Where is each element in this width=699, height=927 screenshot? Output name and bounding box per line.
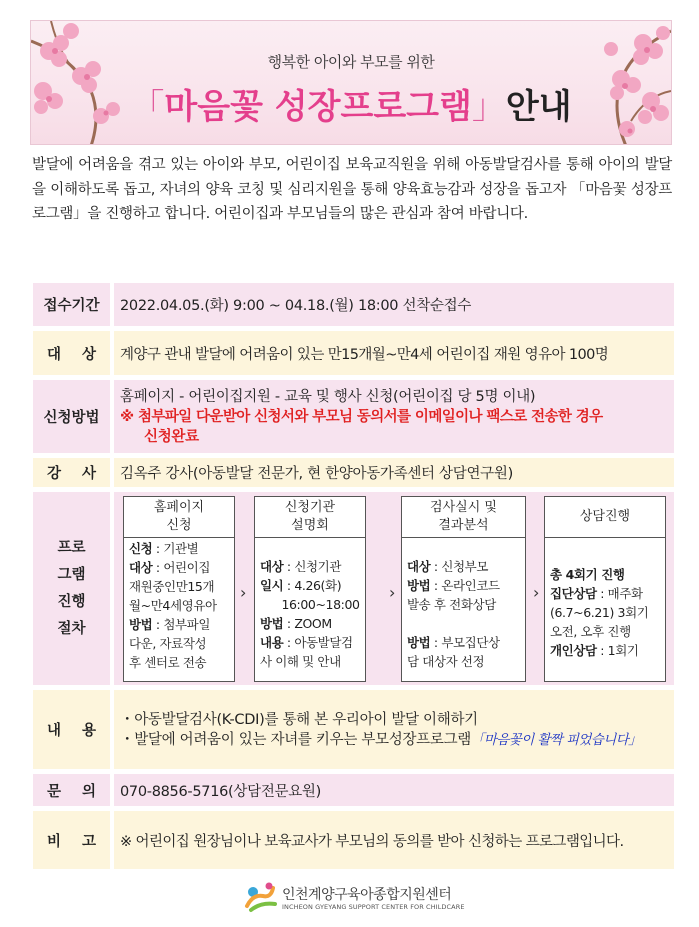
row-label: 내 용 bbox=[33, 690, 110, 769]
flow-step-details: 총 4회기 진행 집단상담 : 매주화 (6.7~6.21) 3회기 오전, 오후 진행 개인상담 : 1회기 bbox=[550, 567, 649, 658]
row-label: 대 상 bbox=[33, 331, 110, 375]
title-tail: 안내 bbox=[505, 87, 572, 127]
content-line-1: ・아동발달검사(K-CDI)를 통해 본 우리아이 발달 이해하기 bbox=[120, 711, 478, 728]
intro-paragraph: 발달에 어려움을 겪고 있는 아이와 부모, 어린이집 보육교직원을 위해 아동발달검사를 통해 아이의 발달을 이해하도록 돕고, 자녀의 양육 코칭 및 심리지원을 통해 양육효능감과 성장을 돕고자 「마음꽃 성장프로그램」을 진행하고 합니다. 어린이집과 부모님들의 많은 관심과 참여 바랍니다. bbox=[32, 157, 672, 222]
row-label: 프로 그램 진행 절차 bbox=[33, 492, 110, 685]
flow-step-details: 신청 : 기관별 대상 : 어린이집 재원중인만15개 월~만4세영유아 방법 : 첨부파일 다운, 자료작성 후 센터로 전송 bbox=[129, 541, 217, 670]
row-label: 신청방법 bbox=[33, 380, 110, 453]
title-main: 마음꽃 성장프로그램 bbox=[164, 87, 472, 127]
row-label: 강 사 bbox=[33, 458, 110, 487]
flow-step-counseling: 상담진행 총 4회기 진행 집단상담 : 매주화 (6.7~6.21) 3회기 오전, 오후 진행 개인상담 : 1회기 bbox=[544, 496, 666, 682]
apply-warning-tail: 신청완료 bbox=[144, 428, 199, 445]
center-logo-icon bbox=[243, 880, 279, 914]
row-value: 계양구 관내 발달에 어려움이 있는 만15개월~만4세 어린이집 재원 영유아 100명 bbox=[114, 331, 674, 375]
apply-warning: ※ 첨부파일 다운받아 신청서와 부모님 동의서를 이메일이나 팩스로 전송한 경우 bbox=[120, 408, 603, 425]
row-value bbox=[114, 380, 674, 453]
chevron-right-icon: › bbox=[240, 583, 247, 602]
row-value bbox=[114, 690, 674, 769]
row-value: 2022.04.05.(화) 9:00 ~ 04.18.(월) 18:00 선착순접수 bbox=[114, 283, 674, 326]
title-close-bracket: 」 bbox=[471, 87, 506, 127]
row-value: ※ 어린이집 원장님이나 보육교사가 부모님의 동의를 받아 신청하는 프로그램입니다. bbox=[114, 811, 674, 869]
row-period bbox=[33, 283, 674, 326]
row-inquiry bbox=[33, 774, 674, 806]
apply-line-1: 홈페이지 - 어린이집지원 - 교육 및 행사 신청(어린이집 당 5명 이내) bbox=[120, 388, 536, 405]
title-open-bracket: 「 bbox=[130, 87, 165, 127]
row-label: 접수기간 bbox=[33, 283, 110, 326]
footer-center-english: INCHEON GYEYANG SUPPORT CENTER FOR CHILDCARE bbox=[282, 903, 465, 911]
row-apply-method bbox=[33, 380, 674, 453]
chevron-right-icon: › bbox=[389, 583, 396, 602]
content-line-2: ・발달에 어려움이 있는 자녀를 키우는 부모성장프로그램「마음꽃이 활짝 피었습니다」 bbox=[120, 731, 642, 748]
flow-step-testing: 검사실시 및 결과분석 대상 : 신청부모 방법 : 온라인코드 발송 후 전화상담 방법 : 부모집단상 담 대상자 선정 bbox=[401, 496, 526, 682]
row-target bbox=[33, 331, 674, 375]
flow-step-homepage-apply: 홈페이지 신청 신청 : 기관별 대상 : 어린이집 재원중인만15개 월~만4세영유아 방법 : 첨부파일 다운, 자료작성 후 센터로 전송 bbox=[123, 496, 235, 682]
banner-title bbox=[31, 79, 671, 128]
row-value: 070-8856-5716(상담전문요원) bbox=[114, 774, 674, 806]
title-banner bbox=[30, 20, 672, 145]
content-highlight: 「마음꽃이 활짝 피었습니다」 bbox=[471, 731, 642, 748]
flow-step-briefing: 신청기관 설명회 대상 : 신청기관 일시 : 4.26(화) 16:00~18:00 방법 : ZOOM 내용 : 아동발달검 사 이해 및 안내 bbox=[254, 496, 366, 682]
row-label: 문 의 bbox=[33, 774, 110, 806]
chevron-right-icon: › bbox=[533, 583, 540, 602]
row-lecturer bbox=[33, 458, 674, 487]
footer-center-name: 인천계양구육아종합지원센터 bbox=[282, 887, 452, 903]
row-label: 비 고 bbox=[33, 811, 110, 869]
flow-step-details: 대상 : 신청기관 일시 : 4.26(화) 16:00~18:00 방법 : ZOOM 내용 : 아동발달검 사 이해 및 안내 bbox=[260, 559, 360, 669]
row-note bbox=[33, 811, 674, 869]
banner-subtitle: 행복한 아이와 부모를 위한 bbox=[267, 53, 435, 71]
row-value: 김옥주 강사(아동발달 전문가, 현 한양아동가족센터 상담연구원) bbox=[114, 458, 674, 487]
row-content bbox=[33, 690, 674, 769]
flow-step-details: 대상 : 신청부모 방법 : 온라인코드 발송 후 전화상담 방법 : 부모집단상 담 대상자 선정 bbox=[407, 559, 500, 669]
